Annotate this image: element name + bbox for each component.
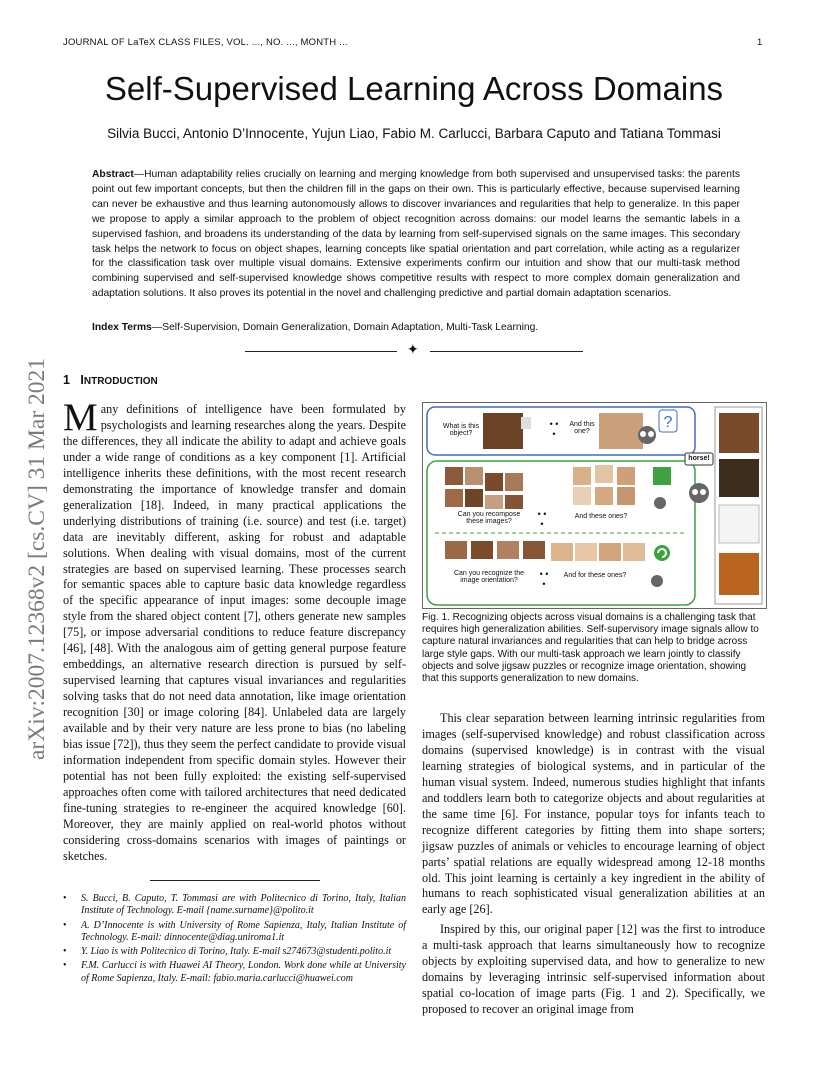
- domain-cartoon: [719, 553, 759, 595]
- rotate-icon: [654, 545, 670, 561]
- figure-question-6: And for these ones?: [563, 572, 627, 579]
- domain-photo: [719, 413, 759, 453]
- footnote-item: • F.M. Carlucci is with Huawei AI Theory, London. Work done while at University of Rome Sapienza, Italy. E-mail: fabio.maria.carlucci@huawei.com: [63, 960, 406, 985]
- figure-question-3: Can you recompose these images?: [457, 511, 521, 525]
- body-right-column: [422, 711, 765, 1018]
- horse-painting-thumb: [599, 413, 643, 449]
- figure-question-5: Can you recognize the image orientation?: [453, 570, 525, 584]
- footnote-rule: [150, 880, 320, 881]
- figure-1: [422, 402, 767, 609]
- abstract: [92, 168, 740, 302]
- intro-paragraph-2: This clear separation between learning intrinsic regularities from images (self-supervised knowledge) and robust classification across domains (supervised knowledge) is in contrast with the visual learning strategies of biological systems, and in particular of the human visual system. Indeed, numerous studies highlight that infants and toddlers learn both to categorize objects and about regularities at the same time [6]. For instance, popular toys for infants teach to recognize different categories by fitting them into shape sorters; jigsaw puzzles of animals or vehicles to encourage learning of object parts’ spatial relations are equally widespread among 12-18 months old. This joint learning is certainly a key ingredient in the ability of humans to reach sophisticated visual generalization abilities at an early age [26].: [422, 711, 765, 917]
- figure-question-4: And these ones?: [574, 513, 628, 520]
- footnote-item: • A. D’Innocente is with University of Rome Sapienza, Italy, Italian Institute of Technology. E-mail: dinnocente@diag.uniroma1.it: [63, 920, 406, 945]
- figure-dots-3: • • •: [539, 569, 549, 589]
- figure-dots-1: • • •: [549, 419, 559, 439]
- paper-title: Self-Supervised Learning Across Domains: [104, 70, 724, 107]
- separator-line-left: [245, 351, 397, 352]
- separator-diamond-icon: ✦: [407, 343, 419, 358]
- section-number: 1: [63, 373, 70, 387]
- figure-question-2: And this one?: [569, 421, 595, 435]
- page-number: 1: [757, 37, 763, 48]
- footnote-item: • Y. Liao is with Politecnico di Torino, Italy. E-mail s274673@studenti.polito.it: [63, 946, 406, 958]
- figure-question-1: What is this object?: [442, 423, 480, 437]
- running-header: JOURNAL OF LaTeX CLASS FILES, VOL. ..., NO. ..., MONTH ...: [63, 37, 348, 48]
- abstract-text: —Human adaptability relies crucially on learning and merging knowledge from both supervised and unsupervised tasks: the parents point out few important concepts, but then the children fill in the gaps on their own. This is particularly effective, because supervised learning can never be exhaustive and thus learning autonomously allows to discover invariances and regularities that help to generalize. In this paper we propose to apply a similar approach to the problem of object recognition across domains: our model learns the semantic labels in a supervised fashion, and broadens its understanding of the data by learning from self-supervised signals on the same images. This secondary task helps the network to focus on object shapes, learning concepts like spatial orientation and part correlation, while acting as a regularizer for the classification task over multiple visual domains. Extensive experiments confirm our intuition and show that our multi-task method combining supervised and self-supervised knowledge shows competitive results with respect to more complex domain generalization and adaptation solutions. It also proves its potential in the novel and challenging predictive and partial domain adaptation scenarios.: [92, 169, 740, 300]
- domain-art: [719, 459, 759, 497]
- figure-1-caption: Fig. 1. Recognizing objects across visual domains is a challenging task that requires high generalization abilities. Self-supervisory image signals allow to capture natural invariances and regularities that can help to bridge across large style gaps. With our multi-task approach we learn jointly to classify objects and solve jigsaw puzzles or recognize image orientation, showing that this supports generalization to new domains.: [422, 612, 759, 685]
- intro-paragraph-3: Inspired by this, our original paper [12] was the first to introduce a multi-task approach that learns simultaneously how to recognize objects by exploiting supervised data, and how to generalize to new domains by leveraging intrinsic self-supervised information about spatial co-location of image parts (Fig. 1 and 2). Specifically, we proposed to recover an original image from: [422, 922, 765, 1017]
- arxiv-stamp: [4, 285, 60, 765]
- robot-icon-3: [651, 575, 663, 587]
- section-title-rest: NTRODUCTION: [83, 376, 158, 387]
- index-terms-label: Index Terms: [92, 322, 152, 333]
- index-terms: [92, 322, 740, 333]
- robot-icon-2: [654, 497, 666, 509]
- abstract-label: Abstract: [92, 169, 134, 180]
- drop-cap: M: [63, 396, 98, 439]
- svg-text:?: ?: [663, 414, 673, 431]
- figure-answer: horse!: [688, 455, 710, 462]
- cube-icon: [653, 467, 671, 485]
- central-robot-icon: [689, 483, 709, 503]
- separator-line-right: [430, 351, 583, 352]
- cross-icon: [521, 417, 531, 429]
- domain-sketch: [719, 505, 759, 543]
- index-terms-text: —Self-Supervision, Domain Generalization, Domain Adaptation, Multi-Task Learning.: [151, 322, 539, 333]
- arxiv-id: arXiv:2007.12368v2 [cs.CV] 31 Mar 2021: [24, 357, 50, 760]
- body-left-column: [63, 396, 406, 865]
- figure-dots-2: • • •: [537, 509, 547, 529]
- horse-photo-thumb: [483, 413, 523, 449]
- intro-paragraph-1: any definitions of intelligence have been formulated by psychologists and learning researches along the years. Despite the differences, they all indicate the ability to adapt and achieve goals under a wide range of conditions as a key component [1]. Artificial intelligence inherits these definitions, with the most recent research demonstrating the importance of knowledge transfer and domain generalization [18]. Indeed, in many practical applications the underlying distributions of training (i.e. source) and test (i.e. target) data are inevitably different, asking for robust and adaptable solutions. When dealing with visual domains, most of the current strategies are based on supervised learning. These processes search for semantic spaces able to capture basic data knowledge regardless of the specific appearance of input images: some decouple image style from the shared object content [7], others generate new samples [75], or impose adversarial conditions to reduce feature discrepancy [46], [48]. With the analogous aim of getting general purpose feature embeddings, an alternative research direction is pursued by self-supervised learning that captures visual invariances and regularities solving tasks that do not need data annotation, like image orientation recognition [30] or image coloring [84]. Unlabeled data are largely available and by their very nature are less prone to bias (no labeling bias issue [72]), thus they seem the perfect candidate to provide visual information independent from specific domain styles. However their potential has not been fully exploited: the existing self-supervised approaches often come with tailored architectures that need dedicated fine-tuning strategies to re-engineer the acquired knowledge [60]. Moreover, they are mainly applied on real-world photos without considering cross-domains scenarios with images of paintings or sketches.: [63, 402, 406, 863]
- footnotes: [63, 893, 406, 987]
- section-title-first: I: [80, 373, 84, 387]
- author-list: Silvia Bucci, Antonio D’Innocente, Yujun Liao, Fabio M. Carlucci, Barbara Caputo and Tatiana Tommasi: [107, 126, 721, 141]
- footnote-item: • S. Bucci, B. Caputo, T. Tommasi are with Politecnico di Torino, Italy, Italian Institute of Technology. E-mail {name.surname}@polito.it: [63, 893, 406, 918]
- section-heading: [63, 373, 158, 387]
